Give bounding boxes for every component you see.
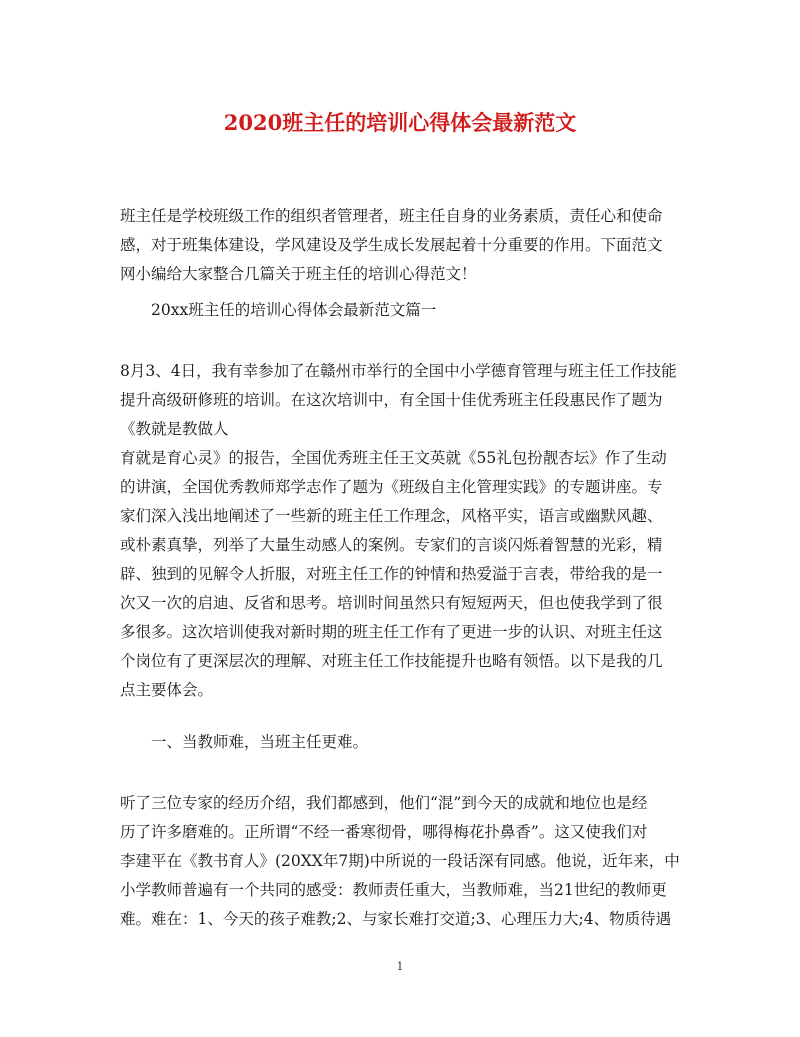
paragraph-experience [120,789,685,934]
text-line: 个岗位有了更深层次的理解、对班主任工作技能提升也略有领悟。以下是我的几 [120,652,663,670]
text-line: 《教就是教做人 [120,420,229,438]
text-line: 李建平在《教书育人》(20XX年7期)中所说的一段话深有同感。他说，近年来，中 [120,852,680,870]
text-line: 提升高级研修班的培训。在这次培训中，有全国十佳优秀班主任段惠民作了题为 [120,391,663,409]
text-line: 历了许多磨难的。正所谓“不经一番寒彻骨，哪得梅花扑鼻香”。这又使我们对 [120,823,648,841]
text-line: 家们深入浅出地阐述了一些新的班主任工作理念，风格平实，语言或幽默风趣、 [120,507,663,525]
text-line: 8月3、4日，我有幸参加了在赣州市举行的全国中小学德育管理与班主任工作技能 [120,362,677,380]
intro-paragraph [120,202,685,289]
page-number: 1 [396,960,404,973]
document-title: 2020班主任的培训心得体会最新范文 [223,110,577,135]
text-line: 点主要体会。 [120,681,214,699]
text-line: 育就是育心灵》的报告，全国优秀班主任王文英就《55礼包扮靓杏坛》作了生动 [120,449,667,467]
text-line: 难。难在：1、今天的孩子难教;2、与家长难打交道;3、心理压力大;4、物质待遇 [120,910,672,928]
text-line: 次又一次的启迪、反省和思考。培训时间虽然只有短短两天，但也使我学到了很 [120,594,663,612]
text-line: 小学教师普遍有一个共同的感受：教师责任重大，当教师难，当21世纪的教师更 [120,881,667,899]
text-line: 辟、独到的见解令人折服，对班主任工作的钟情和热爱溢于言表，带给我的是一 [120,565,663,583]
section-heading: 20xx班主任的培训心得体会最新范文篇一 [151,301,437,319]
text-line: 或朴素真挚，列举了大量生动感人的案例。专家们的言谈闪烁着智慧的光彩，精 [120,536,663,554]
point-heading: 一、当教师难，当班主任更难。 [151,733,369,751]
text-line: 听了三位专家的经历介绍，我们都感到，他们“混”到今天的成就和地位也是经 [120,794,648,812]
text-line: 感，对于班集体建设，学风建设及学生成长发展起着十分重要的作用。下面范文 [120,236,663,254]
text-line: 的讲演，全国优秀教师郑学志作了题为《班级自主化管理实践》的专题讲座。专 [120,478,663,496]
text-line: 网小编给大家整合几篇关于班主任的培训心得范文！ [120,265,477,283]
text-line: 多很多。这次培训使我对新时期的班主任工作有了更进一步的认识、对班主任这 [120,623,663,641]
paragraph-training [120,357,685,705]
text-line: 班主任是学校班级工作的组织者管理者，班主任自身的业务素质，责任心和使命 [120,207,663,225]
